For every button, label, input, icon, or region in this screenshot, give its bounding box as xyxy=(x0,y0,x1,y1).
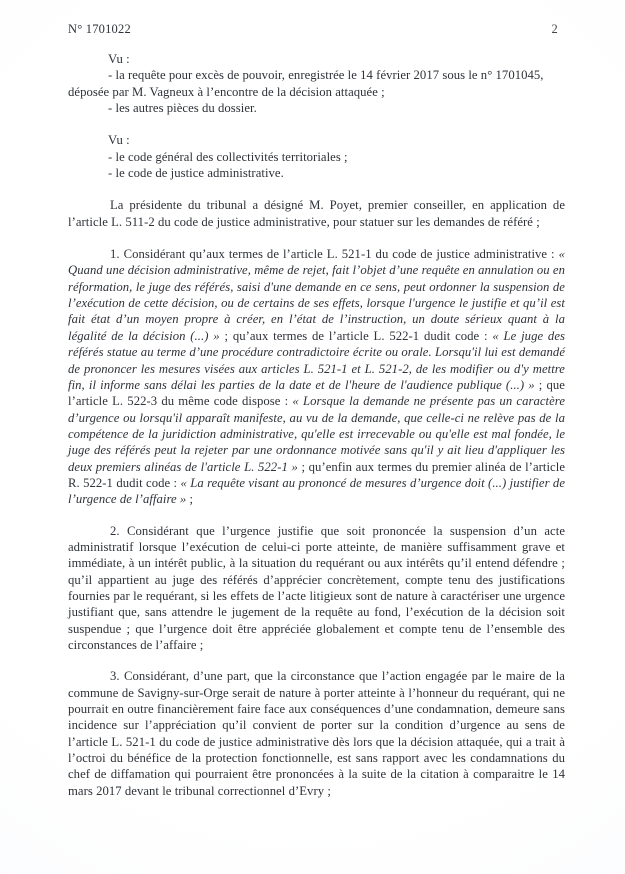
spacer xyxy=(68,653,565,668)
considerant-1-quote-2: « Le juge des référés statue au terme d’une procédure contradictoire écrite ou orale. Lorsqu'il lui est demandé de prononcer les mesures visées aux articles L. 521-1 et L. 521-2, de les modifier ou d'y mettre fin, il informe sans délai les parties de la date et de l'heure de l'audience publique (...) » xyxy=(68,328,565,392)
vu-item-code-justice: - le code de justice administrative. xyxy=(108,166,284,181)
document-body xyxy=(68,0,565,799)
considerant-1-quote-1: « Quand une décision administrative, même de rejet, fait l’objet d’une requête en annulation ou en réformation, le juge des référés, saisi d'une demande en ce sens, peut ordonner la suspension de l’exécution de cette décision, ou de certains de ses effets, lorsque l'urgence le justifie et qu’il est fait état d’un moyen propre à créer, en l’état de l’instruction, un doute sérieux quant à la légalité de la décision (...) » xyxy=(68,247,565,343)
vu-label-one: Vu : xyxy=(108,52,130,66)
considerant-1-paragraph xyxy=(68,246,565,508)
considerant-2-paragraph: 2. Considérant que l’urgence justifie que soit prononcée la suspension d’un acte administratif lorsque l’exécution de celui-ci porte atteinte, de manière suffisamment grave et immédiate, à un intérêt public, à la situation du requérant ou aux intérêts qu’il entend défendre ; qu’il appartient au juge des référés d’apprécier concrètement, compte tenu des justifications fournies par le requérant, si les effets de l’acte litigieux sont de nature à caractériser une urgence justifiant que, sans attendre le jugement de la requête au fond, l’exécution de la décision soit suspendue ; que l’urgence doit être appréciée globalement et compte tenu de l’ensemble des circonstances de l’affaire ; xyxy=(68,523,565,652)
considerant-1-lead: 1. Considérant qu’aux termes de l’article L. 521-1 du code de justice administrative : xyxy=(110,247,559,262)
vu-block-requete xyxy=(68,51,565,116)
spacer xyxy=(68,181,565,197)
considerant-1-quote-3: « Lorsque la demande ne présente pas un caractère d’urgence ou lorsqu'il apparaît manifeste, au vu de la demande, que celle-ci ne relève pas de la compétence de la juridiction administrative, qu'elle est irrecevable ou qu'elle est mal fondée, le juge des référés peut la rejeter par une ordonnance motivée sans qu'il y ait lieu d'appliquer les deux premiers alinéas de l'article L. 522-1 » xyxy=(68,394,566,474)
vu-item-requete-line-two: déposée par M. Vagneux à l’encontre de la décision attaquée ; xyxy=(68,84,385,99)
vu-item-requete-line-one: - la requête pour excès de pouvoir, enregistrée le 14 février 2017 sous le n° 1701045, xyxy=(108,68,544,83)
spacer xyxy=(68,230,565,246)
vu-label-two: Vu : xyxy=(108,133,130,148)
spacer xyxy=(68,508,565,523)
page-header xyxy=(68,0,565,37)
page-number: 2 xyxy=(551,22,558,36)
considerant-3-paragraph: 3. Considérant, d’une part, que la circonstance que l’action engagée par le maire de la commune de Savigny-sur-Orge serait de nature à porter atteinte à l’honneur du requérant, qui ne pourrait en outre financièrement faire face aux conséquences d’une condamnation, demeure sans incidence sur l’appréciation qu’il convient de porter sur la condition d’urgence au sens de l’article L. 521-1 du code de justice administrative dès lors que la décision attaquée, qui a trait à l’octroi du bénéfice de la protection fonctionnelle, est sans rapport avec les condamnations du chef de diffamation qui pourraient être prononcées à la suite de la citation à comparaitre le 14 mars 2017 devant le tribunal correctionnel d’Evry ; xyxy=(68,669,565,798)
designation-paragraph: La présidente du tribunal a désigné M. Poyet, premier conseiller, en application de l’article L. 511-2 du code de justice administrative, pour statuer sur les demandes de référé ; xyxy=(68,198,565,229)
vu-block-codes xyxy=(68,132,565,181)
considerant-1-tail: ; xyxy=(186,492,194,507)
vu-item-autres-pieces: - les autres pièces du dossier. xyxy=(108,101,257,116)
considerant-1-quote-4: « La requête visant au prononcé de mesures d’urgence doit (...) justifier de l’urgence de l’affaire » xyxy=(68,475,565,507)
considerant-1-connector-1: ; qu’aux termes de l’article L. 522-1 dudit code : xyxy=(219,328,493,343)
considerant-1-connector-3: ; qu’enfin aux termes du premier alinéa de l’article R. 522-1 dudit code : xyxy=(68,459,565,490)
vu-item-code-collectivites: - le code général des collectivités territoriales ; xyxy=(108,149,348,164)
case-number: N° 1701022 xyxy=(68,22,131,36)
considerant-1-connector-2: ; que l’article L. 522-3 du même code dispose : xyxy=(68,377,565,409)
spacer xyxy=(68,116,565,132)
